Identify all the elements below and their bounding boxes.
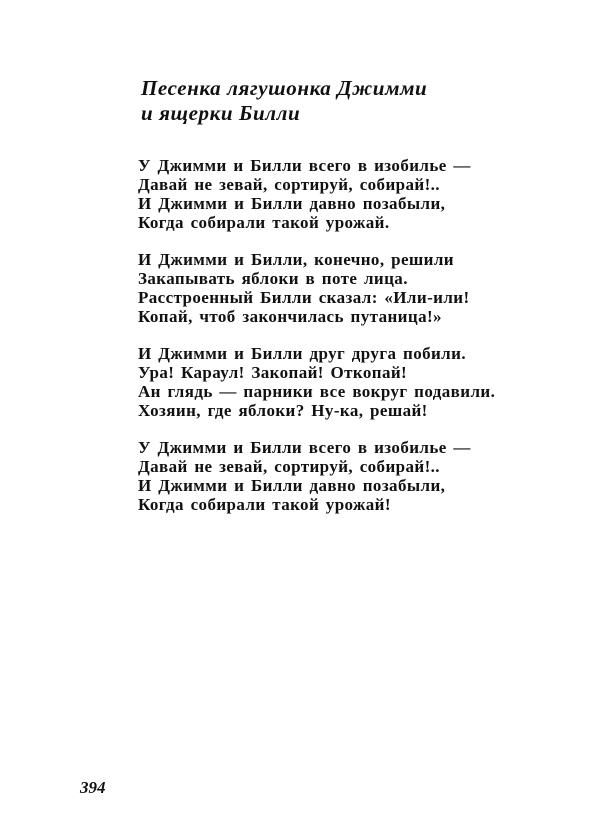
verse-line: Хозяин, где яблоки? Ну-ка, решай! — [138, 401, 428, 420]
stanza — [138, 156, 495, 232]
verse-line: Когда собирали такой урожай. — [138, 213, 390, 232]
verse-line: Ан глядь — парники все вокруг подавили. — [138, 382, 496, 401]
verse-line: И Джимми и Билли давно позабыли, — [138, 476, 446, 495]
verse-line: И Джимми и Билли друг друга побили. — [138, 344, 466, 363]
poem-body — [138, 156, 495, 532]
verse-line: Давай не зевай, сортируй, собирай!.. — [138, 457, 440, 476]
verse-line: И Джимми и Билли давно позабыли, — [138, 194, 446, 213]
verse-line: Давай не зевай, сортируй, собирай!.. — [138, 175, 440, 194]
poem-title — [141, 76, 427, 126]
verse-line: Расстроенный Билли сказал: «Или-или! — [138, 288, 470, 307]
title-line: и ящерки Билли — [141, 101, 301, 125]
verse-line: Когда собирали такой урожай! — [138, 495, 391, 514]
verse-line: И Джимми и Билли, конечно, решили — [138, 250, 454, 269]
verse-line: Копай, чтоб закончилась путаница!» — [138, 307, 442, 326]
title-line: Песенка лягушонка Джимми — [141, 76, 428, 100]
verse-line: У Джимми и Билли всего в изобилье — — [138, 438, 471, 457]
page-number: 394 — [80, 778, 106, 797]
stanza — [138, 344, 495, 420]
verse-line: У Джимми и Билли всего в изобилье — — [138, 156, 471, 175]
stanza — [138, 438, 495, 514]
verse-line: Закапывать яблоки в поте лица. — [138, 269, 408, 288]
stanza — [138, 250, 495, 326]
verse-line: Ура! Караул! Закопай! Откопай! — [138, 363, 408, 382]
